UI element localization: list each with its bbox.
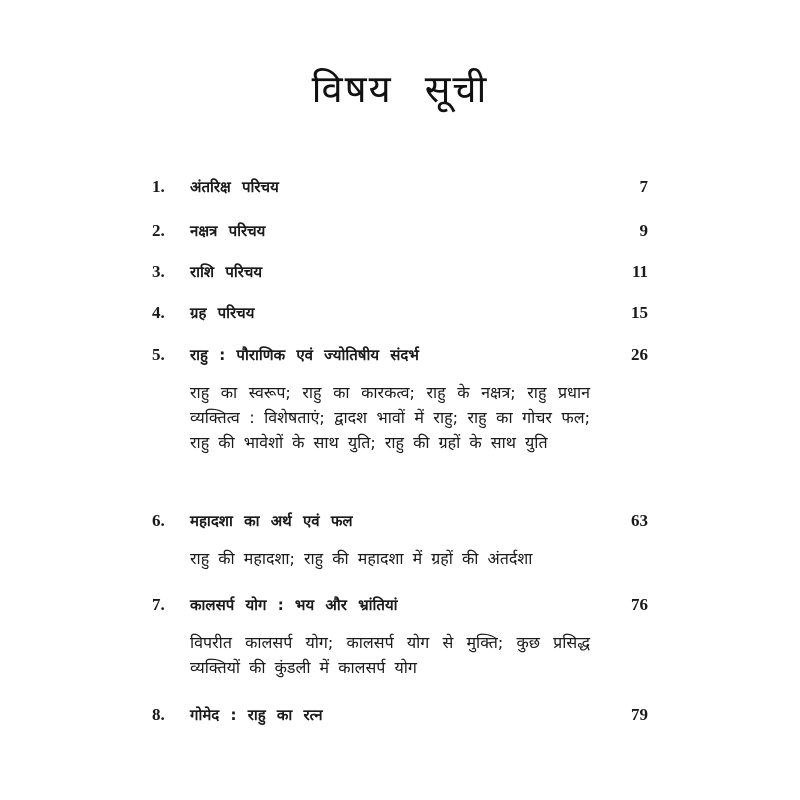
entry-title: राशि परिचय [190,263,263,281]
toc-entry-heading [152,590,652,620]
entry-page-number: 7 [639,177,648,196]
entry-title: नक्षत्र परिचय [190,222,266,240]
toc-entry-6 [152,506,652,568]
entry-number: 1. [152,177,165,196]
toc-entry-heading [152,340,652,370]
entry-page-number: 76 [631,595,648,614]
entry-title: राहु : पौराणिक एवं ज्योतिषीय संदर्भ [190,346,419,364]
toc-entry-heading [152,298,652,328]
toc-entry-heading [152,506,652,536]
toc-entry-4 [152,298,652,328]
entry-description: राहु की महादशा; राहु की महादशा में ग्रहों की अंतर्दशा [190,549,533,568]
entry-page-number: 9 [639,221,648,240]
toc-entry-1 [152,172,652,202]
toc-entry-heading [152,257,652,287]
toc-entry-heading [152,700,652,730]
toc-entry-3 [152,257,652,287]
entry-number: 4. [152,303,165,322]
entry-title: ग्रह परिचय [190,304,255,322]
entry-title: अंतरिक्ष परिचय [190,178,279,196]
toc-entry-heading [152,172,652,202]
entry-title: कालसर्प योग : भय और भ्रांतियां [190,596,398,614]
entry-title: महादशा का अर्थ एवं फल [190,512,353,530]
toc-entry-8 [152,700,652,730]
toc-entry-5 [152,340,652,452]
toc-entry-7 [152,590,652,677]
entry-description: विपरीत कालसर्प योग; कालसर्प योग से मुक्ति; कुछ प्रसिद्ध व्यक्तियों की कुंडली में कालसर्प योग [190,633,590,677]
toc-entry-2 [152,216,652,246]
entry-number: 3. [152,262,165,281]
entry-number: 7. [152,595,165,614]
entry-number: 6. [152,511,165,530]
toc-entry-heading [152,216,652,246]
entry-number: 2. [152,221,165,240]
entry-number: 5. [152,345,165,364]
entry-page-number: 11 [631,262,648,281]
entry-page-number: 26 [631,345,648,364]
page-title: विषय सूची [311,67,489,111]
entry-title: गोमेद : राहु का रत्न [190,706,323,724]
entry-page-number: 15 [631,303,648,322]
entry-number: 8. [152,705,165,724]
entry-page-number: 63 [631,511,648,530]
entry-description: राहु का स्वरूप; राहु का कारकत्व; राहु के नक्षत्र; राहु प्रधान व्यक्तित्व : विशेषताएं; द्वादश भावों में राहु; राहु का गोचर फल; राहु की भावेशों के साथ युति; राहु की ग्रहों के साथ युति [190,383,590,452]
entry-page-number: 79 [631,705,648,724]
